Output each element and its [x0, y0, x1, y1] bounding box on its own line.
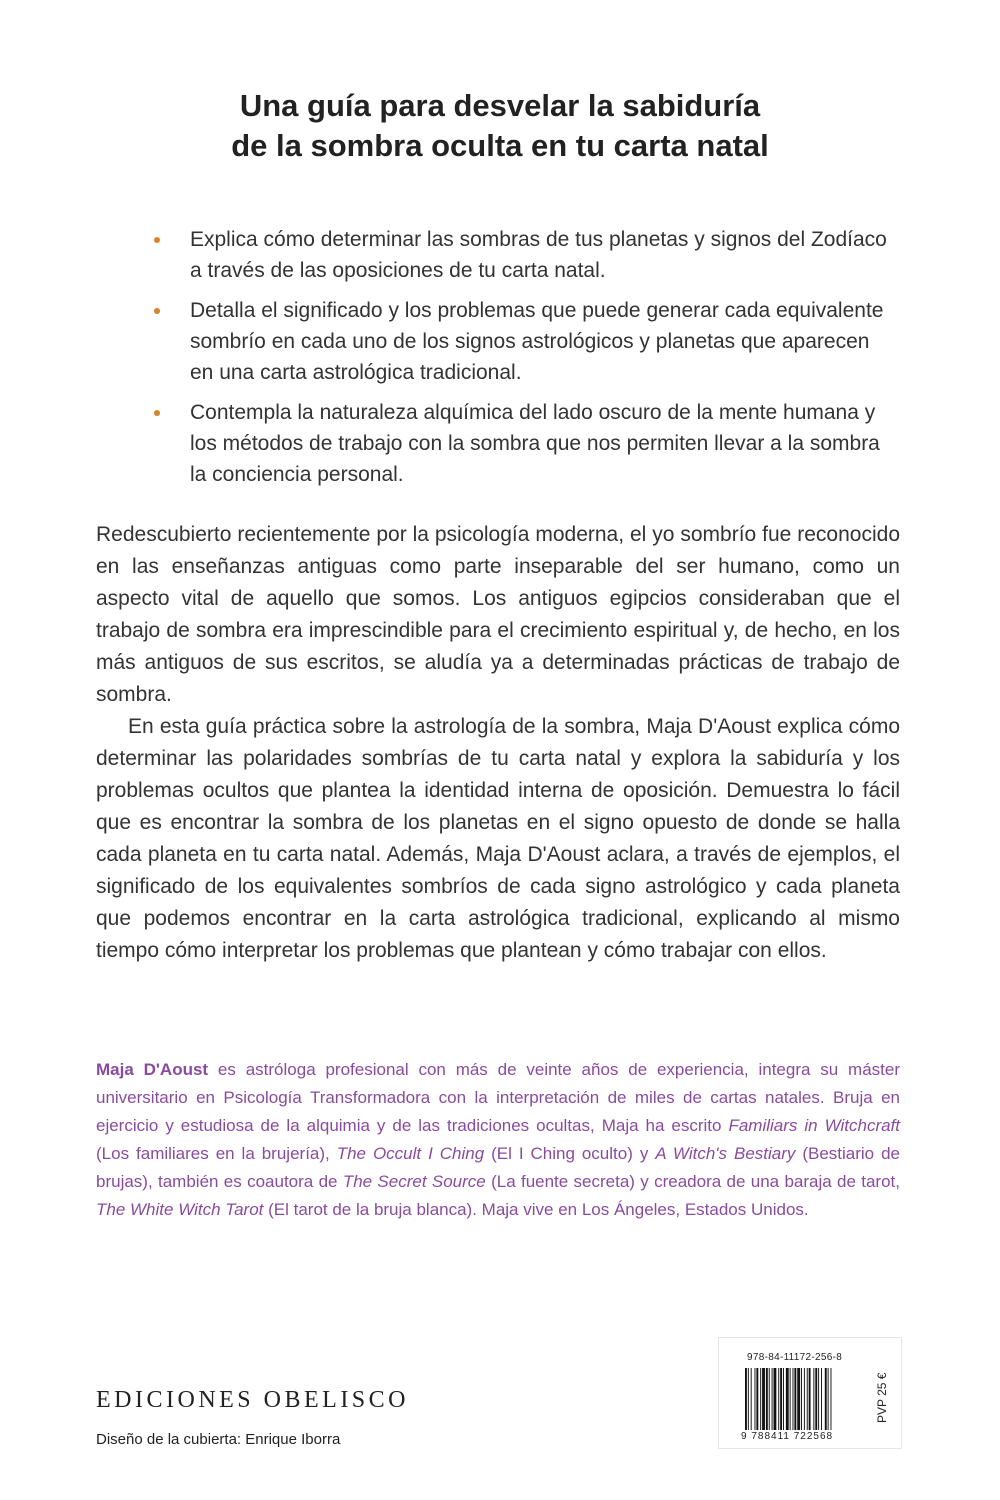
barcode-panel: [718, 1337, 902, 1449]
author-bio: [96, 1056, 900, 1224]
feature-item: [150, 295, 890, 388]
bio-text: (Los familiares en la brujería),: [96, 1144, 337, 1163]
synopsis-paragraph-1: Redescubierto recientemente por la psicología moderna, el yo sombrío fue reconocido en las enseñanzas antiguas como parte inseparable del ser humano, como un aspecto vital de aquello que somos. Los antiguos egipcios consideraban que el trabajo de sombra era imprescindible para el crecimiento espiritual y, de hecho, en los más antiguos de sus escritos, se aludía ya a determinadas prácticas de trabajo de sombra.: [96, 523, 900, 706]
bullet-dot-icon: [154, 308, 160, 314]
bio-text: es astróloga profesional con más de veinte años de experiencia, integra su máster universitario en Psicología Transformadora con la interpretación de miles de cartas natales. Bruja en ejercicio y estudiosa de la alquimia y de las tradiciones ocultas, Maja ha escrito: [96, 1060, 900, 1135]
headline-line-1: Una guía para desvelar la sabiduría: [239, 88, 761, 123]
bio-text: (El I Ching oculto) y: [484, 1144, 656, 1163]
book-title: The Occult I Ching: [336, 1144, 485, 1163]
publisher-logo: EDICIONES OBELISCO: [96, 1387, 409, 1413]
bullet-dot-icon: [154, 410, 160, 416]
author-name: Maja D'Aoust: [96, 1060, 209, 1079]
bio-text: (La fuente secreta) y creadora de una baraja de tarot,: [485, 1172, 900, 1191]
bullet-dot-icon: [154, 237, 160, 243]
feature-text: Detalla el significado y los problemas que puede generar cada equivalente sombrío en cada uno de los signos astrológicos y planetas que aparecen en una carta astrológica tradicional.: [190, 299, 884, 384]
isbn-text: 978-84-11172-256-8: [747, 1352, 843, 1363]
book-title: Familiars in Witchcraft: [728, 1116, 901, 1135]
price-label: PVP 25 €: [875, 1372, 889, 1424]
feature-item: [150, 224, 890, 286]
synopsis-paragraph-2: En esta guía práctica sobre la astrología de la sombra, Maja D'Aoust explica cómo determinar las polaridades sombrías de tu carta natal y explora la sabiduría y los problemas ocultos que plantea la identidad interna de oposición. Demuestra lo fácil que es encontrar la sombra de los planetas en el signo opuesto de donde se halla cada planeta en tu carta natal. Además, Maja D'Aoust aclara, a través de ejemplos, el significado de los equivalentes sombríos de cada signo astrológico y cada planeta que podemos encontrar en la carta astrológica tradicional, explicando al mismo tiempo cómo interpretar los problemas que plantean y cómo trabajar con ellos.: [96, 715, 900, 962]
feature-text: Explica cómo determinar las sombras de tus planetas y signos del Zodíaco a través de las oposiciones de tu carta natal.: [190, 228, 887, 282]
barcode-icon: [745, 1368, 863, 1430]
cover-headline: [0, 86, 1000, 166]
synopsis: [96, 519, 900, 967]
bio-text: (El tarot de la bruja blanca). Maja vive en Los Ángeles, Estados Unidos.: [263, 1200, 809, 1219]
cover-credit: Diseño de la cubierta: Enrique Iborra: [96, 1431, 341, 1448]
feature-text: Contempla la naturaleza alquímica del lado oscuro de la mente humana y los métodos de trabajo con la sombra que nos permiten llevar a la sombra la conciencia personal.: [190, 401, 880, 486]
headline-line-2: de la sombra oculta en tu carta natal: [231, 128, 769, 163]
feature-list: [150, 224, 890, 499]
bio-text: (Bestiario de brujas), también es coautora de: [96, 1144, 900, 1191]
feature-item: [150, 397, 890, 490]
book-title: The Secret Source: [342, 1172, 486, 1191]
barcode-digits: 9 788411 722568: [741, 1431, 834, 1442]
book-title: The White Witch Tarot: [96, 1200, 264, 1219]
book-title: A Witch's Bestiary: [655, 1144, 796, 1163]
